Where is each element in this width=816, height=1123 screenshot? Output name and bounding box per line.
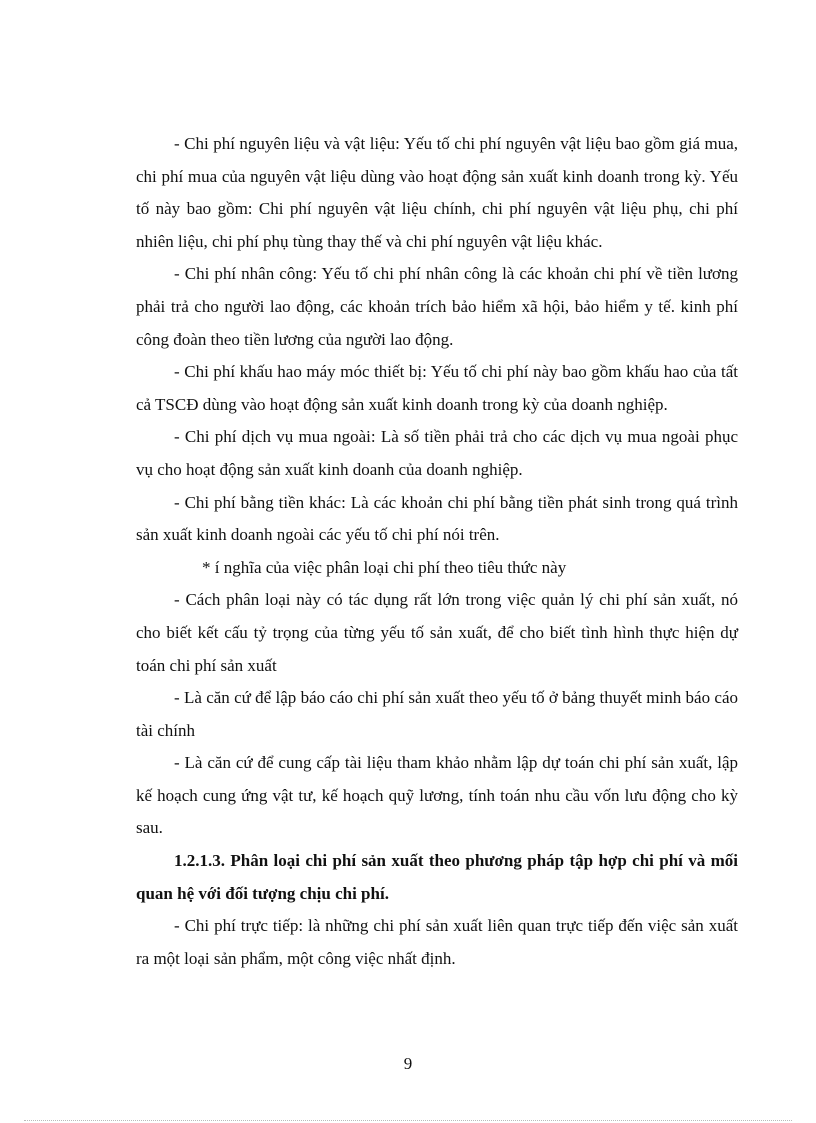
paragraph-material-cost: - Chi phí nguyên liệu và vật liệu: Yếu tố chi phí nguyên vật liệu bao gồm giá mua, chi phí mua của nguyên vật liệu dùng vào hoạt động sản xuất kinh doanh trong kỳ. Yếu tố này bao gồm: Chi phí nguyên vật liệu chính, chi phí nguyên vật liệu phụ, chi phí nhiên liệu, chi phí phụ tùng thay thế và chi phí nguyên vật liệu khác.	[136, 134, 738, 251]
page-number: 9	[403, 1054, 413, 1073]
paragraph-significance-2: - Là căn cứ để lập báo cáo chi phí sản xuất theo yếu tố ở bảng thuyết minh báo cáo tài chính	[136, 688, 738, 740]
paragraph-other-cash-cost: - Chi phí bằng tiền khác: Là các khoản chi phí bằng tiền phát sinh trong quá trình sản xuất kinh doanh ngoài các yếu tố chi phí nói trên.	[136, 492, 738, 545]
paragraph-outsourced-services: - Chi phí dịch vụ mua ngoài: Là số tiền phải trả cho các dịch vụ mua ngoài phục vụ cho hoạt động sản xuất kinh doanh của doanh nghiệp.	[136, 427, 738, 479]
paragraph-significance-heading: * í nghĩa của việc phân loại chi phí theo tiêu thức này	[202, 557, 567, 577]
paragraph-direct-cost: - Chi phí trực tiếp: là những chi phí sản xuất liên quan trực tiếp đến việc sản xuất ra một loại sản phẩm, một công việc nhất định.	[136, 916, 738, 968]
section-heading-1-2-1-3: 1.2.1.3. Phân loại chi phí sản xuất theo phương pháp tập hợp chi phí và mối quan hệ với đối tượng chịu chi phí.	[136, 851, 738, 903]
paragraph-significance-1: - Cách phân loại này có tác dụng rất lớn trong việc quản lý chi phí sản xuất, nó cho biết kết cấu tỷ trọng của từng yếu tố sản xuất, để cho biết tình hình thực hiện dự toán chi phí sản xuất	[136, 590, 738, 675]
page-bottom-divider	[24, 1120, 792, 1121]
paragraph-labor-cost: - Chi phí nhân công: Yếu tố chi phí nhân công là các khoản chi phí về tiền lương phải trả cho người lao động, các khoản trích bảo hiểm xã hội, bảo hiểm y tế. kinh phí công đoàn theo tiền lương của người lao động.	[136, 264, 738, 349]
paragraph-depreciation-cost: - Chi phí khấu hao máy móc thiết bị: Yếu tố chi phí này bao gồm khấu hao của tất cả TSCĐ dùng vào hoạt động sản xuất kinh doanh trong kỳ của doanh nghiệp.	[136, 362, 738, 414]
paragraph-significance-3: - Là căn cứ để cung cấp tài liệu tham khảo nhằm lập dự toán chi phí sản xuất, lập kế hoạch cung ứng vật tư, kế hoạch quỹ lương, tính toán nhu cầu vốn lưu động cho kỳ sau.	[136, 753, 738, 838]
document-body	[136, 128, 738, 975]
